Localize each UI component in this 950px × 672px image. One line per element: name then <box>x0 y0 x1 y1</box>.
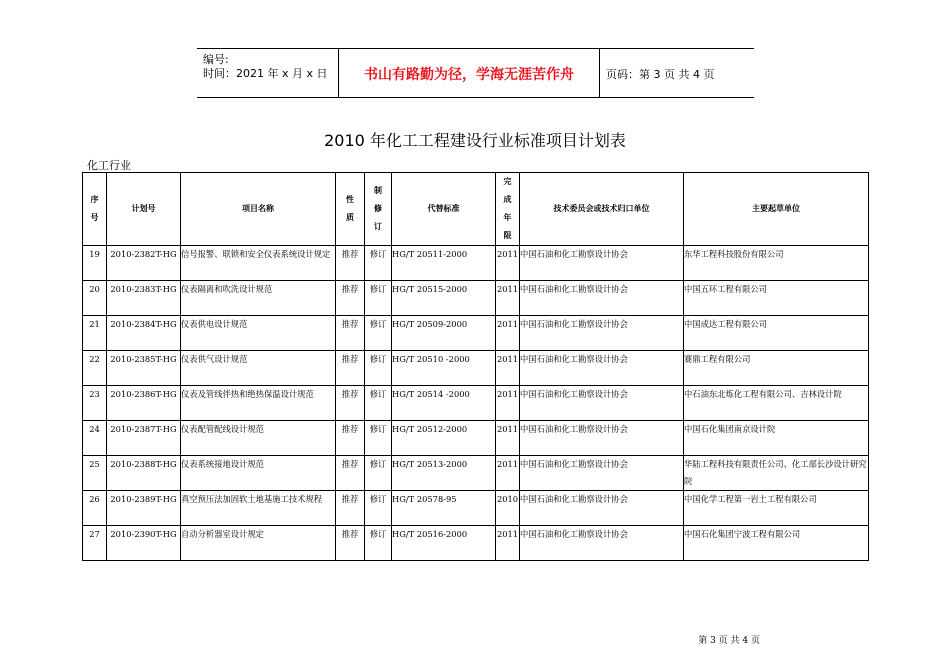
cell-deadline: 2011 <box>496 421 520 456</box>
cell-deadline: 2011 <box>496 281 520 316</box>
table-row <box>83 351 869 386</box>
cell-replaced-standard: HG/T 20513-2000 <box>392 456 496 491</box>
cell-committee: 中国石油和化工勘察设计协会 <box>520 351 684 386</box>
page-footer: 第 3 页 共 4 页 <box>698 636 760 646</box>
cell-committee: 中国石油和化工勘察设计协会 <box>520 246 684 281</box>
cell-nature: 推荐 <box>336 421 365 456</box>
cell-plan-no: 2010-2385T-HG <box>107 351 181 386</box>
header-motto: 书山有路勤为径，学海无涯苦作舟 <box>364 67 574 83</box>
cell-project-name: 仪表隔离和吹洗设计规范 <box>181 281 336 316</box>
cell-drafting-unit: 中国石化集团宁波工程有限公司 <box>684 526 869 561</box>
cell-deadline: 2010 <box>496 491 520 526</box>
cell-seq: 23 <box>83 386 107 421</box>
table-row <box>83 421 869 456</box>
cell-drafting-unit: 华陆工程科技有限责任公司、化工部长沙设计研究院 <box>684 456 869 491</box>
cell-revision: 修订 <box>365 526 392 561</box>
cell-seq: 26 <box>83 491 107 526</box>
cell-deadline: 2011 <box>496 316 520 351</box>
cell-nature: 推荐 <box>336 386 365 421</box>
cell-committee: 中国石油和化工勘察设计协会 <box>520 421 684 456</box>
cell-project-name: 仪表系统接地设计规范 <box>181 456 336 491</box>
col-header-replaced-standard: 代替标准 <box>392 173 496 246</box>
cell-plan-no: 2010-2388T-HG <box>107 456 181 491</box>
cell-replaced-standard: HG/T 20509-2000 <box>392 316 496 351</box>
cell-project-name: 真空预压法加固软土地基施工技术规程 <box>181 491 336 526</box>
cell-nature: 推荐 <box>336 316 365 351</box>
col-header-project-name: 项目名称 <box>181 173 336 246</box>
cell-drafting-unit: 中国成达工程有限公司 <box>684 316 869 351</box>
col-header-nature: 性质 <box>336 173 365 246</box>
cell-plan-no: 2010-2389T-HG <box>107 491 181 526</box>
col-header-committee: 技术委员会或技术归口单位 <box>520 173 684 246</box>
cell-revision: 修订 <box>365 421 392 456</box>
page-title: 2010 年化工工程建设行业标准项目计划表 <box>324 131 626 150</box>
cell-drafting-unit: 中国石化集团南京设计院 <box>684 421 869 456</box>
col-header-drafting-unit: 主要起草单位 <box>684 173 869 246</box>
cell-nature: 推荐 <box>336 246 365 281</box>
cell-drafting-unit: 中国五环工程有限公司 <box>684 281 869 316</box>
header-motto-cell <box>339 49 600 97</box>
header-page-code: 页码：第 3 页 共 4 页 <box>606 68 715 81</box>
cell-deadline: 2011 <box>496 386 520 421</box>
cell-seq: 25 <box>83 456 107 491</box>
cell-revision: 修订 <box>365 351 392 386</box>
cell-plan-no: 2010-2390T-HG <box>107 526 181 561</box>
cell-deadline: 2011 <box>496 351 520 386</box>
cell-nature: 推荐 <box>336 526 365 561</box>
document-number-label: 编号: <box>203 53 229 66</box>
cell-drafting-unit: 中国化学工程第一岩土工程有限公司 <box>684 491 869 526</box>
cell-project-name: 仪表及管线伴热和绝热保温设计规范 <box>181 386 336 421</box>
header-meta-cell <box>197 49 339 97</box>
cell-revision: 修订 <box>365 386 392 421</box>
cell-nature: 推荐 <box>336 491 365 526</box>
cell-project-name: 仪表供电设计规范 <box>181 316 336 351</box>
cell-committee: 中国石油和化工勘察设计协会 <box>520 281 684 316</box>
table-row <box>83 526 869 561</box>
cell-nature: 推荐 <box>336 281 365 316</box>
cell-project-name: 仪表配管配线设计规范 <box>181 421 336 456</box>
cell-revision: 修订 <box>365 316 392 351</box>
table-row <box>83 316 869 351</box>
cell-drafting-unit: 赛鼎工程有限公司 <box>684 351 869 386</box>
col-header-plan-no: 计划号 <box>107 173 181 246</box>
cell-nature: 推荐 <box>336 351 365 386</box>
cell-drafting-unit: 中石油东北炼化工程有限公司、吉林设计院 <box>684 386 869 421</box>
cell-plan-no: 2010-2384T-HG <box>107 316 181 351</box>
table-row <box>83 456 869 491</box>
cell-revision: 修订 <box>365 491 392 526</box>
table-row <box>83 386 869 421</box>
cell-deadline: 2011 <box>496 526 520 561</box>
cell-seq: 21 <box>83 316 107 351</box>
cell-replaced-standard: HG/T 20512-2000 <box>392 421 496 456</box>
cell-plan-no: 2010-2383T-HG <box>107 281 181 316</box>
cell-drafting-unit: 东华工程科技股份有限公司 <box>684 246 869 281</box>
table-row <box>83 246 869 281</box>
cell-committee: 中国石油和化工勘察设计协会 <box>520 526 684 561</box>
table-row <box>83 281 869 316</box>
header-page-cell <box>600 49 754 97</box>
cell-committee: 中国石油和化工勘察设计协会 <box>520 456 684 491</box>
cell-replaced-standard: HG/T 20510 -2000 <box>392 351 496 386</box>
cell-committee: 中国石油和化工勘察设计协会 <box>520 491 684 526</box>
cell-seq: 22 <box>83 351 107 386</box>
standards-table <box>82 172 869 561</box>
cell-deadline: 2011 <box>496 456 520 491</box>
cell-replaced-standard: HG/T 20516-2000 <box>392 526 496 561</box>
cell-deadline: 2011 <box>496 246 520 281</box>
cell-revision: 修订 <box>365 456 392 491</box>
cell-plan-no: 2010-2382T-HG <box>107 246 181 281</box>
col-header-revision: 制修订 <box>365 173 392 246</box>
cell-replaced-standard: HG/T 20514 -2000 <box>392 386 496 421</box>
document-time-label: 时间：2021 年 x 月 x 日 <box>203 67 328 80</box>
cell-project-name: 仪表供气设计规范 <box>181 351 336 386</box>
cell-plan-no: 2010-2387T-HG <box>107 421 181 456</box>
table-header-row <box>83 173 869 246</box>
cell-seq: 27 <box>83 526 107 561</box>
cell-seq: 20 <box>83 281 107 316</box>
col-header-deadline: 完成年限 <box>496 173 520 246</box>
cell-seq: 24 <box>83 421 107 456</box>
cell-replaced-standard: HG/T 20511-2000 <box>392 246 496 281</box>
page-header <box>197 48 754 98</box>
cell-committee: 中国石油和化工勘察设计协会 <box>520 316 684 351</box>
industry-label: 化工行业 <box>87 159 131 172</box>
cell-seq: 19 <box>83 246 107 281</box>
cell-nature: 推荐 <box>336 456 365 491</box>
cell-revision: 修订 <box>365 246 392 281</box>
col-header-seq: 序号 <box>83 173 107 246</box>
cell-replaced-standard: HG/T 20578-95 <box>392 491 496 526</box>
cell-project-name: 信号报警、联锁和安全仪表系统设计规定 <box>181 246 336 281</box>
cell-project-name: 自动分析器室设计规定 <box>181 526 336 561</box>
table-row <box>83 491 869 526</box>
cell-plan-no: 2010-2386T-HG <box>107 386 181 421</box>
cell-revision: 修订 <box>365 281 392 316</box>
cell-replaced-standard: HG/T 20515-2000 <box>392 281 496 316</box>
cell-committee: 中国石油和化工勘察设计协会 <box>520 386 684 421</box>
